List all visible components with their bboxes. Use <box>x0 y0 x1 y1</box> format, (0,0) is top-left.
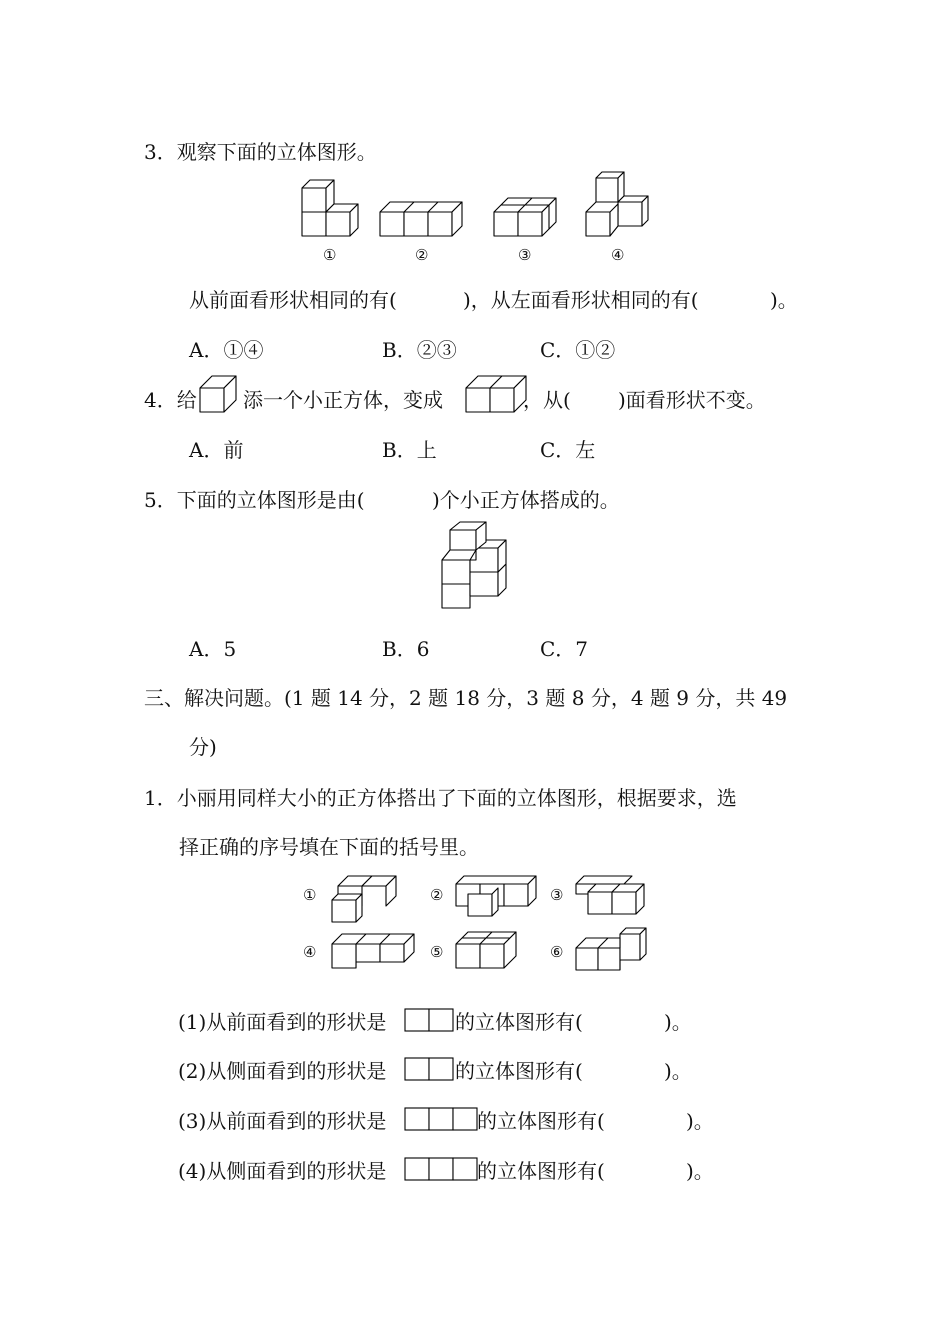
q4-text-1: 4．给 <box>144 388 197 412</box>
q4-option-c: C．左 <box>540 438 596 462</box>
section3-heading-line2: 分) <box>189 735 217 759</box>
p1-figure-2 <box>456 876 536 916</box>
p1-sub3-suffix: 的立体图形有( <box>477 1109 605 1133</box>
q4-figure-double <box>464 374 524 414</box>
p1-figure-label-4: ④ <box>303 943 317 961</box>
q3-figure-3 <box>494 198 556 236</box>
p1-sub3-end: )。 <box>686 1109 714 1133</box>
p1-figure-label-3: ③ <box>550 886 564 904</box>
p1-sub1-end: )。 <box>664 1010 692 1034</box>
q3-option-c: C．①② <box>540 338 616 362</box>
q3-stem: 3．观察下面的立体图形。 <box>144 140 377 164</box>
q3-figure-label-4: ④ <box>611 246 625 264</box>
q3-figure-label-1: ① <box>323 246 337 264</box>
q3-figure-label-3: ③ <box>518 246 532 264</box>
p1-sub2-shape-2h <box>404 1057 456 1081</box>
q4-option-a: A．前 <box>189 438 244 462</box>
q4-text-2: 添一个小正方体，变成 <box>243 388 443 412</box>
p1-sub3-shape-3h <box>404 1107 478 1131</box>
section3-heading-line1: 三、解决问题。(1 题 14 分，2 题 18 分，3 题 8 分，4 题 9 分，共 49 <box>144 686 788 710</box>
q4-text-3: ，从( <box>523 388 571 412</box>
p1-sub4-end: )。 <box>686 1159 714 1183</box>
p1-sub1-shape-2h <box>404 1008 456 1032</box>
p1-sub1-suffix: 的立体图形有( <box>455 1010 583 1034</box>
p1-figures <box>320 868 680 978</box>
q3-question-left: )，从左面看形状相同的有( <box>463 288 699 312</box>
p1-sub2-prefix: (2)从侧面看到的形状是 <box>178 1059 387 1083</box>
p1-figure-label-6: ⑥ <box>550 943 564 961</box>
q5-figure <box>438 520 518 612</box>
p1-figure-label-1: ① <box>303 886 317 904</box>
p1-figure-6 <box>576 928 646 970</box>
q5-option-b: B．6 <box>382 637 430 661</box>
q3-option-a: A．①④ <box>189 338 264 362</box>
q5-stem-b: )个小正方体搭成的。 <box>432 488 620 512</box>
p1-sub4-suffix: 的立体图形有( <box>477 1159 605 1183</box>
p1-figure-4 <box>332 934 414 968</box>
p1-sub3-prefix: (3)从前面看到的形状是 <box>178 1109 387 1133</box>
p1-stem-line1: 1．小丽用同样大小的正方体搭出了下面的立体图形，根据要求，选 <box>144 786 737 810</box>
q5-stem-a: 5．下面的立体图形是由( <box>144 488 365 512</box>
q3-figure-1 <box>302 180 358 236</box>
q3-figure-label-2: ② <box>415 246 429 264</box>
q3-option-b: B．②③ <box>382 338 457 362</box>
q3-figures <box>290 172 690 252</box>
p1-sub4-prefix: (4)从侧面看到的形状是 <box>178 1159 387 1183</box>
q3-figure-4 <box>586 172 648 236</box>
p1-figure-label-5: ⑤ <box>430 943 444 961</box>
p1-sub1-prefix: (1)从前面看到的形状是 <box>178 1010 387 1034</box>
q3-question-end: )。 <box>770 288 798 312</box>
q4-option-b: B．上 <box>382 438 437 462</box>
p1-stem-line2: 择正确的序号填在下面的括号里。 <box>179 835 479 859</box>
q4-figure-single <box>198 374 242 414</box>
p1-figure-label-2: ② <box>430 886 444 904</box>
p1-sub4-shape-3h <box>404 1157 478 1181</box>
q3-figure-2 <box>380 202 462 236</box>
p1-sub2-end: )。 <box>664 1059 692 1083</box>
p1-figure-5 <box>456 932 516 968</box>
q4-text-4: )面看形状不变。 <box>618 388 766 412</box>
q5-option-c: C．7 <box>540 637 589 661</box>
q3-question-front: 从前面看形状相同的有( <box>189 288 397 312</box>
p1-sub2-suffix: 的立体图形有( <box>455 1059 583 1083</box>
p1-figure-3 <box>576 876 644 914</box>
p1-figure-1 <box>332 876 396 922</box>
q5-option-a: A．5 <box>189 637 237 661</box>
